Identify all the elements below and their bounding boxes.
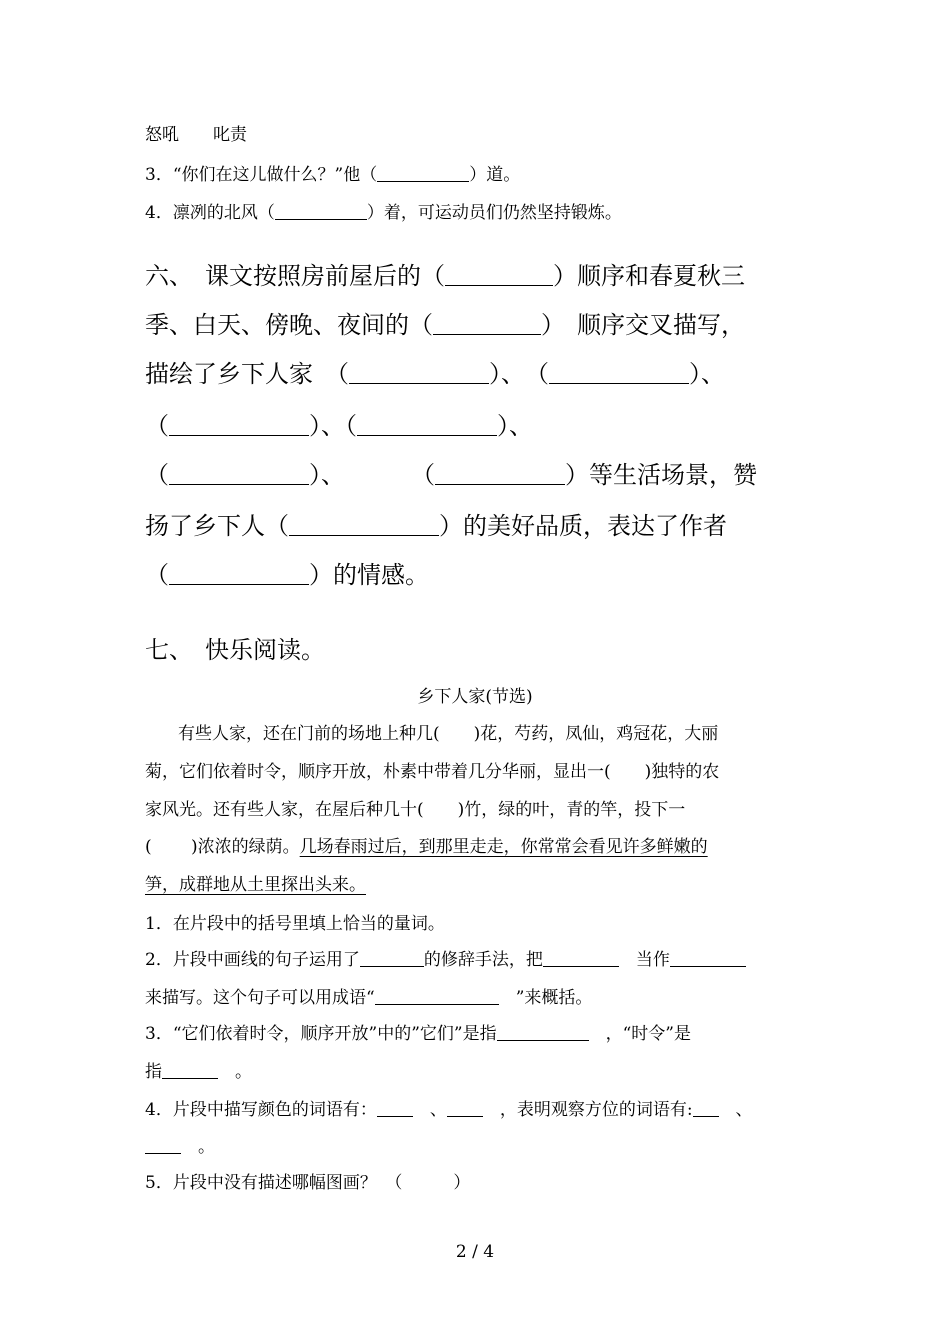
- question-3-top: 3．“你们在这儿做什么？”他（ ）道。: [145, 165, 521, 185]
- section-6-line-6: 扬了乡下人（ ）的美好品质，表达了作者: [145, 512, 727, 540]
- section-6-line-5: （ ）、 （ ）等生活场景，赞: [145, 461, 757, 489]
- passage-line: 有些人家，还在门前的场地上种几( )花，芍药，凤仙，鸡冠花，大丽: [178, 724, 719, 744]
- question-2-continued: 来描写。这个句子可以用成语“ ”来概括。: [145, 988, 593, 1008]
- question-4-top: 4．凛冽的北风（ ）着，可运动员们仍然坚持锻炼。: [145, 203, 622, 223]
- section-7-heading: 七、 快乐阅读。: [145, 636, 325, 664]
- section-6-line-2: 季、白天、傍晚、夜间的（ ） 顺序交叉描写，: [145, 311, 745, 339]
- question-3-continued: 指 。: [145, 1062, 252, 1082]
- passage-line: 菊，它们依着时令，顺序开放，朴素中带着几分华丽，显出一( )独特的农: [145, 762, 720, 782]
- question-4: 4．片段中描写颜色的词语有： 、 ，表明观察方位的词语有: 、: [145, 1100, 753, 1120]
- passage-line: 家风光。还有些人家，在屋后种几十( )竹，绿的叶，青的竿，投下一: [145, 800, 686, 820]
- question-4-continued: 。: [145, 1132, 215, 1157]
- question-1: 1．在片段中的括号里填上恰当的量词。: [145, 914, 445, 934]
- question-5: 5．片段中没有描述哪幅图画？ （ ）: [145, 1173, 471, 1193]
- question-2: 2．片段中画线的句子运用了 的修辞手法，把 当作: [145, 945, 746, 970]
- section-6-line-4: （ ）、（ ）、: [145, 412, 533, 440]
- word-pair: 怒吼 叱责: [145, 125, 247, 145]
- section-6-line-1: 六、 课文按照房前屋后的（ ）顺序和春夏秋三: [145, 262, 745, 290]
- underlined-sentence: 几场春雨过后，到那里走走，你常常会看见许多鲜嫩的: [299, 837, 708, 857]
- question-3: 3．“它们依着时令，顺序开放”中的”它们”是指 ，“时令”是: [145, 1024, 691, 1044]
- section-6-line-7: （ ）的情感。: [145, 561, 429, 589]
- page-number: 2 / 4: [455, 1242, 495, 1262]
- underlined-sentence: 笋，成群地从土里探出头来。: [145, 875, 366, 895]
- passage-title: 乡下人家(节选): [417, 687, 533, 707]
- section-6-line-3: 描绘了乡下人家 （ ）、 （ ）、: [145, 360, 725, 388]
- passage-line: ( )浓浓的绿荫。几场春雨过后，到那里走走，你常常会看见许多鲜嫩的: [145, 837, 708, 857]
